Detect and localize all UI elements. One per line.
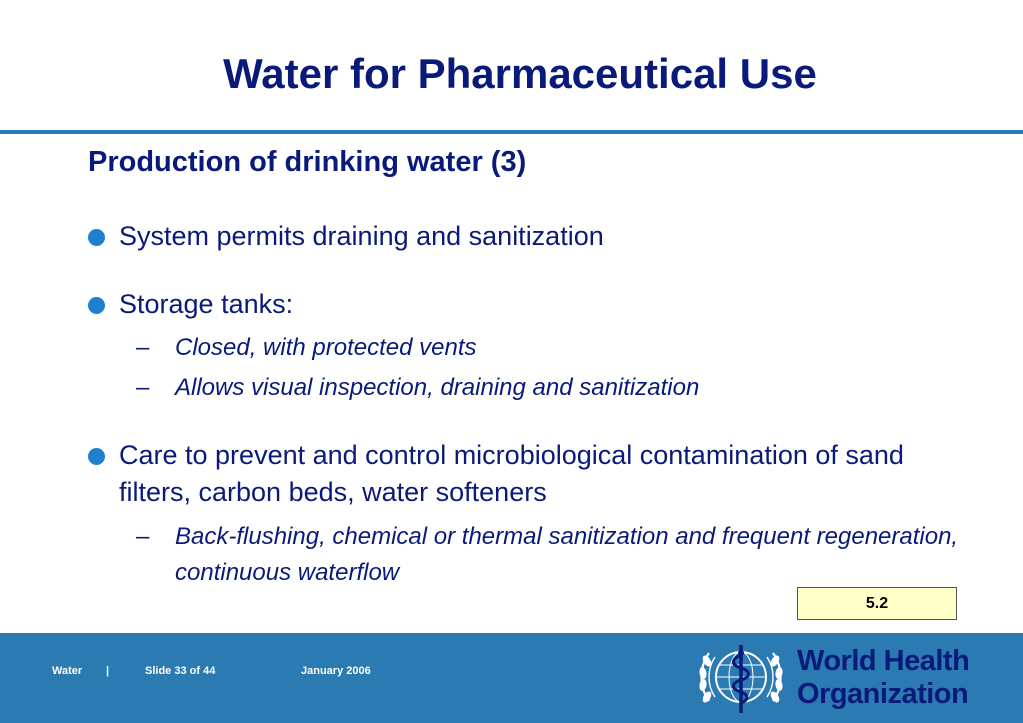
sub-bullet-item — [136, 370, 699, 406]
org-name-line1: World Health — [797, 645, 970, 677]
dash-marker: – — [136, 374, 150, 401]
sub-bullet-text: Back-flushing, chemical or thermal sanitization and frequent regeneration, continuous waterflow — [175, 523, 959, 586]
sub-bullet-text: Closed, with protected vents — [175, 334, 477, 361]
slide-subtitle: Production of drinking water (3) — [88, 146, 527, 178]
sub-bullet-item — [136, 330, 477, 366]
footer-date: January 2006 — [301, 665, 371, 677]
bullet-dot-icon — [88, 297, 105, 314]
dash-marker: – — [136, 334, 150, 361]
module-badge: 5.2 — [797, 587, 957, 620]
slide-title: Water for Pharmaceutical Use — [223, 50, 817, 97]
bullet-text: System permits draining and sanitization — [119, 221, 604, 251]
who-emblem-icon — [695, 637, 787, 719]
footer-separator: | — [106, 665, 110, 677]
bullet-item — [88, 437, 978, 511]
bullet-text: Storage tanks: — [119, 289, 294, 319]
footer-section: Water — [52, 665, 83, 677]
sub-bullet-item — [136, 519, 966, 591]
bullet-item — [88, 218, 604, 255]
title-divider — [0, 130, 1023, 134]
bullet-dot-icon — [88, 229, 105, 246]
org-name-line2: Organization — [797, 678, 969, 710]
sub-bullet-text: Allows visual inspection, draining and sanitization — [175, 374, 700, 401]
bullet-text: Care to prevent and control microbiological contamination of sand filters, carbon beds, water softeners — [119, 440, 904, 507]
dash-marker: – — [136, 523, 150, 550]
footer-slide-number: Slide 33 of 44 — [145, 665, 216, 677]
bullet-dot-icon — [88, 448, 105, 465]
bullet-item — [88, 286, 293, 323]
